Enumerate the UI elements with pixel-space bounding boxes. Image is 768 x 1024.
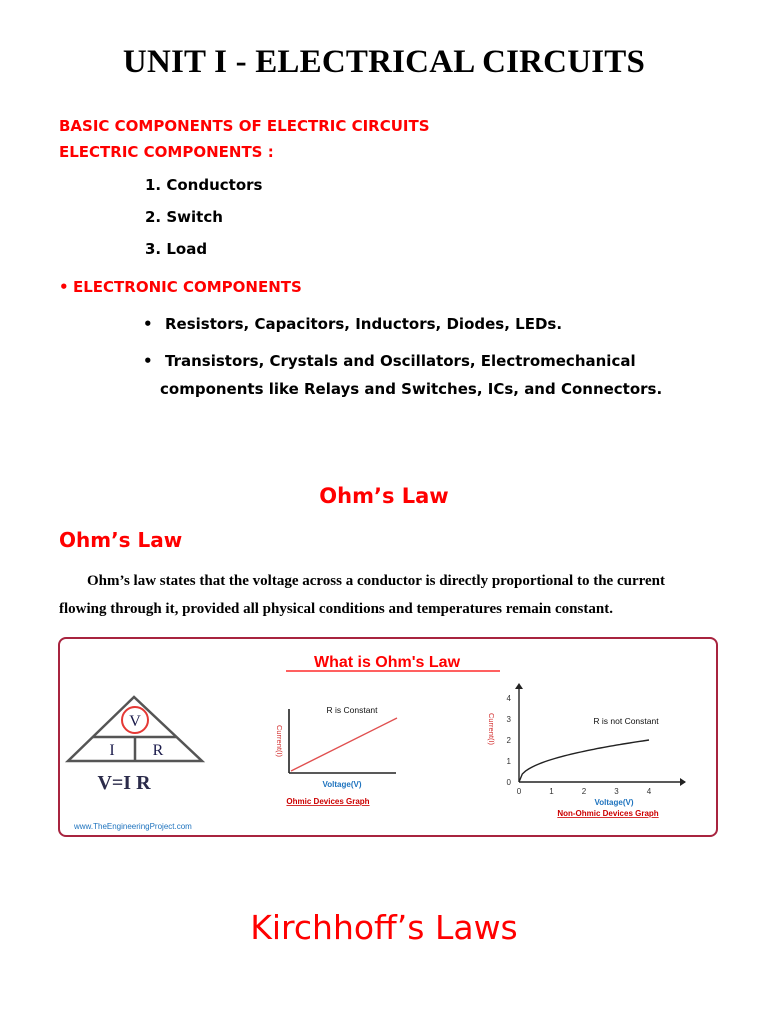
bullet: • — [143, 352, 153, 370]
y-tick-label: 3 — [506, 715, 511, 724]
electric-components-heading: ELECTRIC COMPONENTS : — [59, 143, 274, 161]
ohmic-line — [291, 718, 397, 771]
nonohmic-ylabel: Current(I) — [487, 712, 496, 746]
y-tick-label: 0 — [506, 778, 511, 787]
figure-title: What is Ohm's Law — [313, 654, 461, 671]
triangle-i: I — [109, 742, 115, 759]
formula-text: V=I R — [97, 772, 151, 794]
nonohmic-xlabel: Voltage(V) — [594, 798, 634, 807]
nonohmic-y-arrow — [515, 683, 523, 689]
list-item: Resistors, Capacitors, Inductors, Diodes, LEDs. — [165, 315, 563, 333]
section-heading-kirchhoffs-laws: Kirchhoff’s Laws — [250, 908, 518, 947]
y-tick-label: 1 — [506, 757, 511, 766]
non-ohmic-graph — [487, 683, 686, 818]
x-tick-label: 3 — [614, 787, 619, 796]
triangle-r: R — [152, 742, 164, 759]
ohmic-label: R is Constant — [326, 705, 378, 715]
list-item-continued: components like Relays and Switches, ICs, and Connectors. — [160, 380, 663, 398]
ohms-law-figure-svg — [60, 639, 716, 835]
x-tick-label: 1 — [549, 787, 554, 796]
page-title: UNIT I - ELECTRICAL CIRCUITS — [122, 44, 646, 80]
triangle-v: V — [129, 713, 141, 730]
nonohmic-x-arrow — [680, 778, 686, 786]
basic-components-heading: BASIC COMPONENTS OF ELECTRIC CIRCUITS — [59, 117, 430, 135]
ohmic-caption: Ohmic Devices Graph — [286, 797, 370, 806]
list-item: 3. Load — [145, 240, 208, 258]
x-tick-label: 2 — [581, 787, 587, 796]
nonohmic-curve — [519, 740, 649, 782]
x-tick-label: 0 — [516, 787, 522, 796]
ohmic-graph — [275, 705, 397, 806]
electronic-bullet: • — [59, 278, 69, 296]
y-tick-label: 2 — [506, 736, 511, 745]
bullet: • — [143, 315, 153, 333]
ohms-law-paragraph-line1: Ohm’s law states that the voltage across a conductor is directly proportional to the current — [87, 573, 666, 589]
list-item: 2. Switch — [145, 208, 223, 226]
figure-watermark: www.TheEngineeringProject.com — [74, 822, 192, 831]
ohmic-xlabel: Voltage(V) — [322, 780, 362, 789]
ohms-law-paragraph-line2: flowing through it, provided all physical conditions and temperatures remain constant. — [59, 601, 613, 617]
y-tick-label: 4 — [506, 694, 511, 703]
x-tick-label: 4 — [646, 787, 652, 796]
ohmic-ylabel: Current(I) — [275, 724, 284, 758]
nonohmic-label: R is not Constant — [593, 716, 659, 726]
list-item: Transistors, Crystals and Oscillators, Electromechanical — [165, 352, 636, 370]
nonohmic-caption: Non-Ohmic Devices Graph — [557, 809, 659, 818]
section-heading-ohms-law: Ohm’s Law — [319, 484, 449, 508]
electronic-components-heading: ELECTRONIC COMPONENTS — [73, 278, 302, 296]
list-item: 1. Conductors — [145, 176, 263, 194]
vir-triangle — [68, 697, 202, 794]
subheading-ohms-law: Ohm’s Law — [59, 528, 183, 552]
ohms-law-figure — [58, 637, 718, 837]
